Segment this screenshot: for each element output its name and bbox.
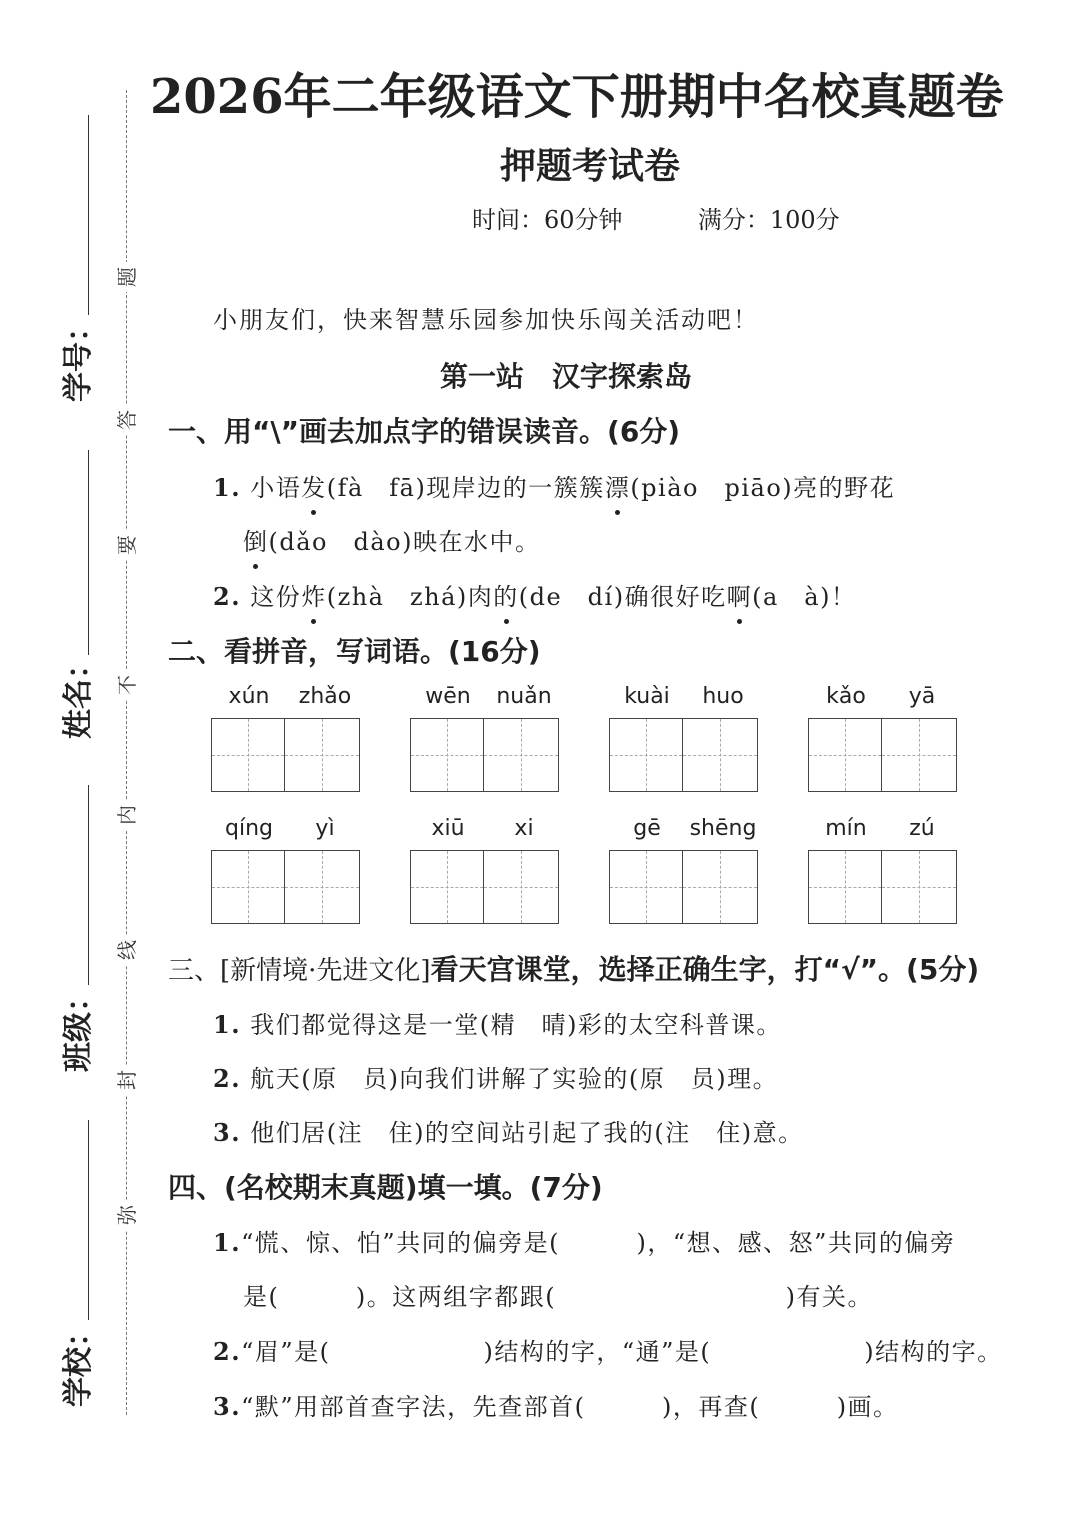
text: 航天(原 员)向我们讲解了实验的(原 员)理。 <box>250 1065 779 1093</box>
pinyin-group <box>808 684 960 792</box>
pinyin: zhǎo <box>298 684 352 709</box>
pinyin: xiū <box>431 816 465 841</box>
text: (de dí)确很好吃 <box>518 583 727 611</box>
pinyin: kǎo <box>826 684 866 709</box>
s1-question-2 <box>213 577 856 612</box>
dotted-char: 啊 <box>727 577 753 612</box>
text: 小语 <box>250 474 302 502</box>
dotted-char: 漂 <box>605 468 631 503</box>
exam-time: 时间：60分钟 <box>472 206 623 234</box>
writing-box[interactable] <box>410 718 484 792</box>
pinyin: gē <box>633 816 661 841</box>
pinyin-group <box>410 684 562 792</box>
s3-question-2 <box>213 1059 778 1094</box>
pinyin-group <box>609 684 761 792</box>
pinyin: yì <box>315 816 335 841</box>
label-school: 学校： <box>61 1317 96 1407</box>
pinyin-group <box>211 816 363 924</box>
text: (dǎo dào)映在水中。 <box>268 528 541 556</box>
writing-box[interactable] <box>484 718 559 792</box>
pinyin-group <box>808 816 960 924</box>
writing-box[interactable] <box>808 718 882 792</box>
writing-box[interactable] <box>683 718 758 792</box>
question-number: 1. <box>213 1228 242 1257</box>
section-4-heading: 四、(名校期末真题)填一填。(7分) <box>168 1171 603 1204</box>
dotted-char: 的 <box>493 577 519 612</box>
writing-box[interactable] <box>609 718 683 792</box>
fill-line-name <box>88 450 89 655</box>
seal-char: 弥 <box>112 1200 142 1230</box>
s4-question-2 <box>213 1332 1003 1367</box>
seal-char: 线 <box>112 935 142 965</box>
writing-box[interactable] <box>609 850 683 924</box>
seal-char: 答 <box>112 405 142 435</box>
page-title: 2026年二年级语文下册期中名校真题卷 <box>150 69 1004 125</box>
text: (piào piāo)亮的野花 <box>630 474 896 502</box>
writing-box[interactable] <box>211 850 285 924</box>
pinyin: nuǎn <box>496 684 552 709</box>
text: 我们都觉得这是一堂(精 晴)彩的太空科普课。 <box>250 1011 782 1039</box>
writing-box[interactable] <box>410 850 484 924</box>
seal-char: 内 <box>112 800 142 830</box>
question-number: 1. <box>213 473 242 502</box>
text: 他们居(注 住)的空间站引起了我的(注 住)意。 <box>250 1119 804 1147</box>
label-student-id: 学号： <box>61 312 96 402</box>
writing-box[interactable] <box>683 850 758 924</box>
fill-line-class <box>88 785 89 985</box>
writing-box[interactable] <box>211 718 285 792</box>
question-number: 2. <box>213 1064 242 1093</box>
pinyin: huo <box>702 684 744 709</box>
pinyin-group <box>609 816 761 924</box>
writing-box[interactable] <box>285 718 360 792</box>
writing-box[interactable] <box>808 850 882 924</box>
writing-box[interactable] <box>484 850 559 924</box>
intro-text: 小朋友们，快来智慧乐园参加快乐闯关活动吧！ <box>213 306 759 334</box>
s1-question-1-cont <box>243 522 540 557</box>
label-name: 姓名： <box>61 649 96 739</box>
s4-question-3 <box>213 1387 899 1422</box>
s4-question-1-cont: 是( )。这两组字都跟( )有关。 <box>243 1283 873 1311</box>
question-number: 2. <box>213 1337 242 1366</box>
s3-question-1 <box>213 1005 782 1040</box>
pinyin: kuài <box>624 684 670 709</box>
label-class: 班级： <box>61 982 96 1072</box>
text: (a à)！ <box>752 583 857 611</box>
pinyin: zú <box>909 816 935 841</box>
pinyin: yā <box>908 684 936 709</box>
question-number: 1. <box>213 1010 242 1039</box>
seal-char: 题 <box>112 262 142 292</box>
question-number: 2. <box>213 582 242 611</box>
pinyin: shēng <box>689 816 757 841</box>
pinyin: mín <box>825 816 867 841</box>
pinyin: xi <box>514 816 534 841</box>
s1-question-1 <box>213 468 895 503</box>
section-3-tag: 三、[新情境·先进文化] <box>168 956 431 986</box>
s3-question-3 <box>213 1113 804 1148</box>
section-3-title: 看天宫课堂，选择正确生字，打“√”。(5分) <box>430 953 980 986</box>
text: “慌、惊、怕”共同的偏旁是( )，“想、感、怒”共同的偏旁 <box>241 1229 956 1257</box>
question-number: 3. <box>213 1392 242 1421</box>
text: “默”用部首查字法，先查部首( )，再查( )画。 <box>241 1393 899 1421</box>
pinyin-group <box>211 684 363 792</box>
s4-question-1 <box>213 1223 955 1258</box>
section-3-heading <box>168 948 979 988</box>
text: “眉”是( )结构的字，“通”是( )结构的字。 <box>241 1338 1003 1366</box>
writing-box[interactable] <box>285 850 360 924</box>
section-1-heading: 一、用“\”画去加点字的错误读音。(6分) <box>168 415 681 448</box>
writing-box[interactable] <box>882 718 957 792</box>
station-heading: 第一站 汉字探索岛 <box>440 360 693 393</box>
dotted-char: 炸 <box>301 577 327 612</box>
pinyin: xún <box>228 684 270 709</box>
section-2-heading: 二、看拼音，写词语。(16分) <box>168 635 541 668</box>
writing-box[interactable] <box>882 850 957 924</box>
pinyin: qíng <box>225 816 273 841</box>
text: (fà fā)现岸边的一簇簇 <box>326 474 605 502</box>
pinyin: wēn <box>425 684 471 709</box>
page-subtitle: 押题考试卷 <box>499 146 680 187</box>
question-number: 3. <box>213 1118 242 1147</box>
seal-char: 要 <box>112 530 142 560</box>
exam-info <box>472 200 840 235</box>
exam-full-score: 满分：100分 <box>697 206 840 234</box>
seal-char: 封 <box>112 1065 142 1095</box>
text: 这份 <box>250 583 302 611</box>
fill-line-school <box>88 1120 89 1320</box>
dotted-char: 倒 <box>243 522 269 557</box>
text: (zhà zhá)肉 <box>326 583 494 611</box>
pinyin-group <box>410 816 562 924</box>
dotted-char: 发 <box>301 468 327 503</box>
seal-char: 不 <box>112 670 142 700</box>
